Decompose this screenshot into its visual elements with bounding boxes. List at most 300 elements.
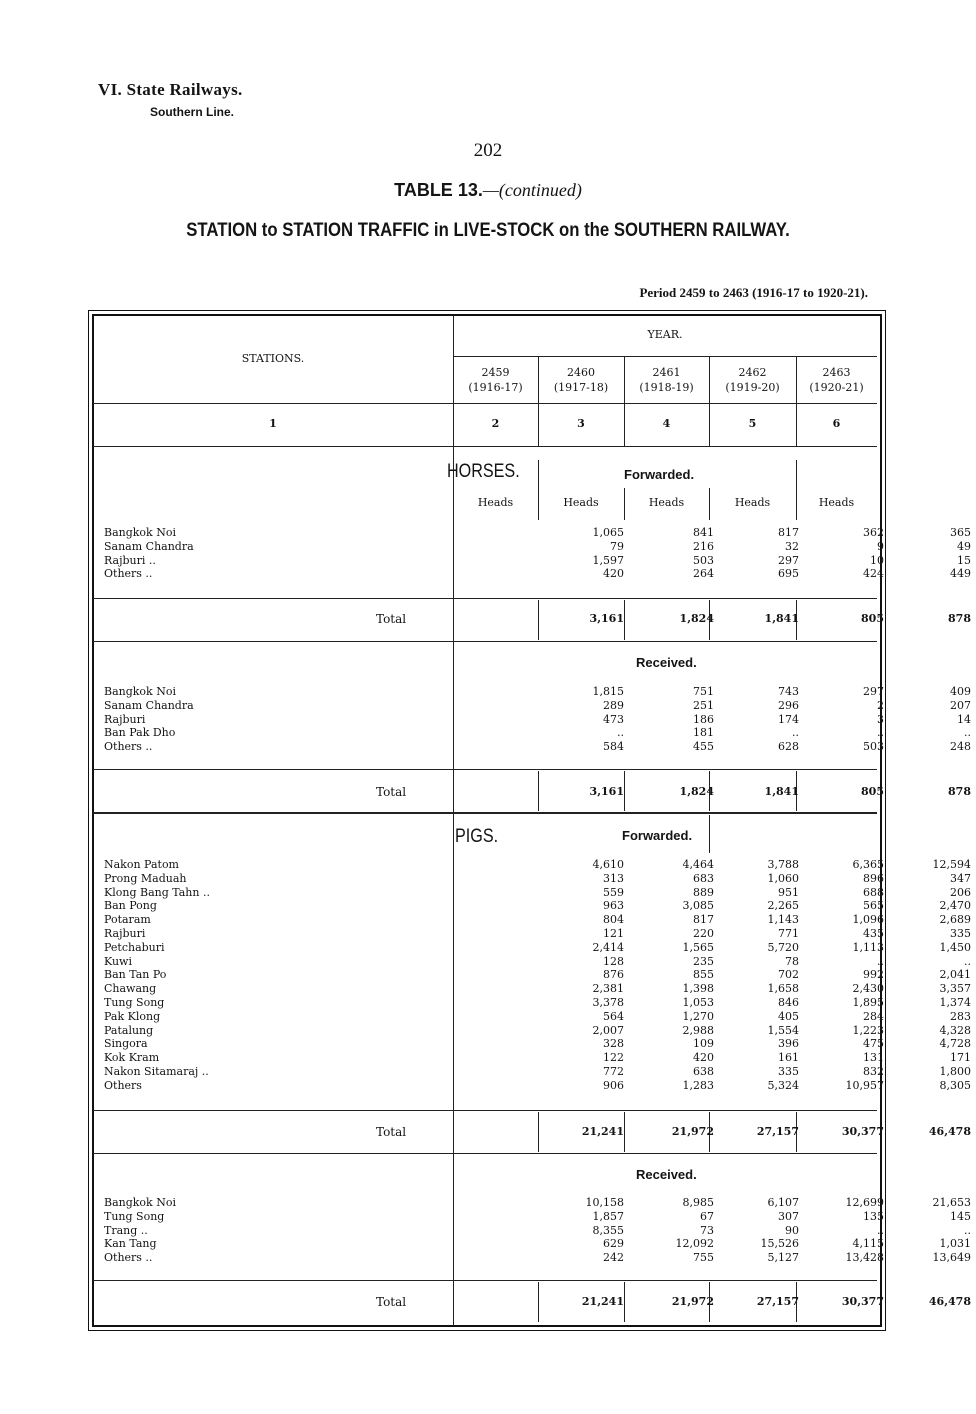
table-row <box>104 726 971 740</box>
value-cell: 362 <box>863 526 884 539</box>
table-row <box>104 1196 971 1210</box>
value-cell: 424 <box>863 567 884 581</box>
value-cell: .. <box>792 726 799 740</box>
total-value: 1,841 <box>764 785 799 798</box>
page-number: 202 <box>473 140 503 161</box>
table-row <box>104 913 971 927</box>
value-cell: 121 <box>603 927 624 940</box>
year-header: YEAR. <box>647 328 683 341</box>
value-cell: 638 <box>693 1065 714 1078</box>
value-cell: 284 <box>863 1009 884 1023</box>
units-label: Heads <box>477 496 514 509</box>
table-row <box>104 968 971 982</box>
station-name: Patalung <box>104 1023 154 1037</box>
station-name: Prong Maduah <box>104 871 187 885</box>
station-name: Ban Tan Po <box>104 968 167 982</box>
value-cell: 702 <box>778 968 799 982</box>
year-be: 2459 <box>481 366 510 379</box>
total-value: 46,478 <box>928 1295 971 1308</box>
station-name: Others .. <box>104 1251 153 1265</box>
station-name: Sanam Chandra <box>104 698 194 712</box>
value-cell: 49 <box>957 539 971 553</box>
header-divider <box>93 446 877 447</box>
year-2461 <box>624 365 709 395</box>
value-cell: 804 <box>603 913 624 927</box>
section-divider <box>93 812 877 814</box>
value-cell: 264 <box>693 567 714 581</box>
units-label: Heads <box>734 496 771 509</box>
total-value: 3,161 <box>589 785 624 798</box>
value-cell: 4,610 <box>592 858 624 871</box>
value-cell: 15 <box>957 553 971 567</box>
station-name: Sanam Chandra <box>104 539 194 553</box>
value-cell: 628 <box>778 740 799 754</box>
period-label: Period 2459 to 2463 (1916-17 to 1920-21). <box>639 285 868 300</box>
value-cell: 2,470 <box>939 899 971 913</box>
value-cell: 855 <box>693 968 714 982</box>
total-label: Total <box>376 612 407 626</box>
value-cell: 4,728 <box>939 1037 971 1051</box>
table-continued-label: —(continued) <box>482 180 582 200</box>
section-divider <box>93 769 877 770</box>
value-cell: 181 <box>693 726 714 740</box>
table-row <box>104 858 971 872</box>
total-value: 46,478 <box>928 1125 971 1138</box>
year-2462 <box>709 365 796 395</box>
station-name: Kan Tang <box>104 1237 157 1251</box>
table-row <box>104 954 971 969</box>
table-row <box>104 526 971 540</box>
column-divider <box>538 460 539 520</box>
value-cell: 2,414 <box>592 940 624 954</box>
column-divider <box>796 460 797 520</box>
value-cell: 328 <box>603 1037 624 1051</box>
value-cell: 6,107 <box>767 1196 799 1209</box>
value-cell: 235 <box>693 954 714 968</box>
value-cell: 8,305 <box>939 1078 971 1092</box>
table-row <box>104 1023 971 1038</box>
value-cell: 992 <box>863 968 884 982</box>
value-cell: 12,092 <box>675 1237 714 1251</box>
column-number: 2 <box>491 417 500 430</box>
value-cell: 2,689 <box>939 913 971 927</box>
value-cell: 10 <box>870 553 884 567</box>
value-cell: 12,699 <box>845 1196 884 1209</box>
value-cell: .. <box>964 726 971 740</box>
total-row <box>104 784 971 800</box>
value-cell: 475 <box>863 1037 884 1051</box>
header-divider <box>93 403 877 404</box>
pigs-forwarded-label: Forwarded. <box>622 828 693 843</box>
total-label: Total <box>376 785 407 799</box>
value-cell: 771 <box>778 927 799 940</box>
station-name: Others .. <box>104 567 153 581</box>
section-heading: VI. State Railways. <box>98 80 243 99</box>
value-cell: 743 <box>778 685 799 698</box>
section-divider <box>93 1280 877 1281</box>
section-divider <box>93 641 877 642</box>
value-cell: 161 <box>778 1051 799 1065</box>
value-cell: 1,554 <box>767 1023 799 1037</box>
value-cell: 559 <box>603 885 624 899</box>
value-cell: 564 <box>603 1009 624 1023</box>
value-cell: 449 <box>950 567 971 581</box>
value-cell: 5,720 <box>767 940 799 954</box>
value-cell: 6,365 <box>852 858 884 871</box>
table-title: STATION to STATION TRAFFIC in LIVE-STOCK on the SOUTHERN RAILWAY. <box>186 220 790 241</box>
total-value: 1,824 <box>679 785 714 798</box>
year-be: 2460 <box>567 366 595 379</box>
value-cell: 688 <box>863 885 884 899</box>
value-cell: 2,265 <box>767 899 799 913</box>
year-ad: (1918-19) <box>639 381 694 394</box>
total-row <box>104 1124 971 1140</box>
table-row <box>104 1009 971 1024</box>
value-cell: 122 <box>603 1051 624 1065</box>
value-cell: 13,428 <box>845 1251 884 1265</box>
line-subheading: Southern Line. <box>150 105 234 119</box>
value-cell: 1,450 <box>939 940 971 954</box>
value-cell: 503 <box>863 740 884 754</box>
value-cell: 1,113 <box>852 940 884 954</box>
value-cell: 832 <box>863 1065 884 1078</box>
year-be: 2463 <box>822 366 851 379</box>
station-name: Ban Pak Dho <box>104 726 176 740</box>
value-cell: 2 <box>877 698 884 712</box>
value-cell: 347 <box>950 871 971 885</box>
value-cell: 248 <box>950 740 971 754</box>
table-row <box>104 1209 971 1224</box>
total-value: 21,972 <box>671 1295 714 1308</box>
value-cell: .. <box>964 1223 971 1237</box>
column-number: 1 <box>269 417 277 430</box>
value-cell: 4,115 <box>852 1237 884 1251</box>
value-cell: 876 <box>603 968 624 982</box>
value-cell: 14 <box>957 712 971 726</box>
total-value: 21,241 <box>581 1125 624 1138</box>
value-cell: 473 <box>603 712 624 726</box>
total-label: Total <box>376 1125 407 1139</box>
total-value: 3,161 <box>589 612 624 625</box>
value-cell: 313 <box>603 871 624 885</box>
total-value: 878 <box>948 612 971 625</box>
table-row <box>104 940 971 955</box>
value-cell: 207 <box>950 698 971 712</box>
value-cell: 307 <box>778 1209 799 1223</box>
column-number: 4 <box>662 417 671 430</box>
pigs-received-label: Received. <box>636 1167 697 1182</box>
value-cell: 3,788 <box>767 858 799 871</box>
table-row <box>104 698 971 713</box>
table-row <box>104 685 971 699</box>
value-cell: 1,597 <box>592 553 624 567</box>
value-cell: 131 <box>863 1051 884 1065</box>
table-row <box>104 1051 971 1065</box>
section-divider <box>93 1110 877 1111</box>
value-cell: 67 <box>700 1209 714 1223</box>
value-cell: 289 <box>603 698 624 712</box>
value-cell: 135 <box>863 1209 884 1223</box>
station-name: Trang .. <box>104 1223 148 1237</box>
value-cell: 1,060 <box>767 871 799 885</box>
value-cell: 5,127 <box>767 1251 799 1265</box>
value-cell: .. <box>877 726 884 740</box>
table-number <box>0 180 976 201</box>
value-cell: 13,649 <box>932 1251 971 1265</box>
value-cell: .. <box>964 954 971 968</box>
value-cell: 8,985 <box>682 1196 714 1209</box>
value-cell: .. <box>877 1223 884 1237</box>
year-ad: (1916-17) <box>468 381 523 394</box>
value-cell: 409 <box>950 685 971 698</box>
station-name: Petchaburi <box>104 940 165 954</box>
table-row <box>104 927 971 941</box>
value-cell: 12,594 <box>932 858 971 871</box>
value-cell: 503 <box>693 553 714 567</box>
table-row <box>104 871 971 886</box>
station-name: Tung Song <box>104 1209 165 1223</box>
value-cell: 435 <box>863 927 884 940</box>
value-cell: 1,815 <box>592 685 624 698</box>
value-cell: 296 <box>778 698 799 712</box>
value-cell: 220 <box>693 927 714 940</box>
value-cell: 128 <box>603 954 624 968</box>
total-value: 805 <box>861 785 884 798</box>
station-name: Others <box>104 1078 142 1092</box>
value-cell: 629 <box>603 1237 624 1251</box>
value-cell: 186 <box>693 712 714 726</box>
value-cell: .. <box>877 954 884 968</box>
horses-forwarded-label: Forwarded. <box>624 467 695 482</box>
column-divider <box>709 815 710 853</box>
value-cell: 951 <box>778 885 799 899</box>
column-number: 6 <box>832 417 841 430</box>
station-name: Kuwi <box>104 954 132 968</box>
column-number: 5 <box>748 417 757 430</box>
total-row <box>104 1294 971 1310</box>
value-cell: 3,085 <box>682 899 714 913</box>
value-cell: 817 <box>693 913 714 927</box>
total-label: Total <box>376 1295 407 1309</box>
value-cell: 8,355 <box>592 1223 624 1237</box>
value-cell: 405 <box>778 1009 799 1023</box>
value-cell: 695 <box>778 567 799 581</box>
value-cell: 1,283 <box>682 1078 714 1092</box>
table-row <box>104 1237 971 1251</box>
value-cell: 1,031 <box>939 1237 971 1251</box>
value-cell: 1,143 <box>767 913 799 927</box>
value-cell: 420 <box>603 567 624 581</box>
value-cell: 109 <box>693 1037 714 1051</box>
value-cell: 817 <box>778 526 799 539</box>
units-label: Heads <box>818 496 855 509</box>
station-name: Bangkok Noi <box>104 685 176 698</box>
table-number-label: TABLE 13. <box>394 180 483 200</box>
value-cell: 906 <box>603 1078 624 1092</box>
value-cell: 896 <box>863 871 884 885</box>
table-row <box>104 539 971 554</box>
total-value: 27,157 <box>756 1125 799 1138</box>
value-cell: 2,007 <box>592 1023 624 1037</box>
value-cell: 1,374 <box>939 996 971 1009</box>
value-cell: 297 <box>863 685 884 698</box>
value-cell: 1,857 <box>592 1209 624 1223</box>
station-name: Rajburi .. <box>104 553 156 567</box>
table-row <box>104 553 971 568</box>
table-row <box>104 996 971 1010</box>
header-divider <box>453 356 877 357</box>
total-value: 30,377 <box>841 1125 884 1138</box>
value-cell: 174 <box>778 712 799 726</box>
station-name: Kok Kram <box>104 1051 160 1065</box>
value-cell: 396 <box>778 1037 799 1051</box>
year-be: 2461 <box>652 366 681 379</box>
table-row <box>104 982 971 996</box>
column-divider <box>709 488 710 520</box>
units-label: Heads <box>563 496 599 509</box>
station-name: Klong Bang Tahn .. <box>104 885 210 899</box>
table-row <box>104 899 971 913</box>
value-cell: 4,328 <box>939 1023 971 1037</box>
value-cell: 79 <box>610 539 624 553</box>
value-cell: 1,800 <box>939 1065 971 1078</box>
value-cell: 3 <box>877 712 884 726</box>
value-cell: 73 <box>700 1223 714 1237</box>
station-name: Singora <box>104 1037 148 1051</box>
year-ad: (1919-20) <box>725 381 780 394</box>
value-cell: 251 <box>693 698 714 712</box>
table-row <box>104 712 971 727</box>
value-cell: 1,895 <box>852 996 884 1009</box>
value-cell: 1,096 <box>852 913 884 927</box>
pigs-section-title: PIGS. <box>455 826 499 847</box>
value-cell: 1,398 <box>682 982 714 996</box>
total-value: 1,824 <box>679 612 714 625</box>
station-name: Rajburi <box>104 712 146 726</box>
section-divider <box>93 598 877 599</box>
section-divider <box>93 1153 877 1154</box>
value-cell: 2,988 <box>682 1023 714 1037</box>
total-value: 27,157 <box>756 1295 799 1308</box>
station-name: Rajburi <box>104 927 146 940</box>
column-number: 3 <box>577 417 585 430</box>
value-cell: 1,065 <box>592 526 624 539</box>
station-name: Ban Pong <box>104 899 157 913</box>
station-name: Others .. <box>104 740 153 754</box>
value-cell: 9 <box>877 539 884 553</box>
value-cell: 145 <box>950 1209 971 1223</box>
value-cell: 297 <box>778 553 799 567</box>
value-cell: 455 <box>693 740 714 754</box>
value-cell: 206 <box>950 885 971 899</box>
year-2463 <box>796 365 877 395</box>
value-cell: 32 <box>785 539 799 553</box>
value-cell: 21,653 <box>932 1196 971 1209</box>
value-cell: 5,324 <box>767 1078 799 1092</box>
table-row <box>104 740 971 754</box>
value-cell: 335 <box>778 1065 799 1078</box>
value-cell: 171 <box>950 1051 971 1065</box>
table-row <box>104 567 971 581</box>
value-cell: 2,381 <box>592 982 624 996</box>
year-ad: (1917-18) <box>553 381 609 394</box>
year-2459 <box>453 365 538 395</box>
total-value: 878 <box>948 785 971 798</box>
year-be: 2462 <box>738 366 767 379</box>
value-cell: 365 <box>950 526 971 539</box>
value-cell: 1,270 <box>682 1009 714 1023</box>
station-name: Nakon Sitamaraj .. <box>104 1065 209 1078</box>
value-cell: 78 <box>785 954 799 968</box>
column-divider <box>624 488 625 520</box>
value-cell: 10,957 <box>845 1078 884 1092</box>
value-cell: 4,464 <box>682 858 714 871</box>
value-cell: 963 <box>603 899 624 913</box>
value-cell: 772 <box>603 1065 624 1078</box>
station-name: Pak Klong <box>104 1009 161 1023</box>
table-row <box>104 1037 971 1051</box>
value-cell: 90 <box>785 1223 799 1237</box>
value-cell: 889 <box>693 885 714 899</box>
station-name: Bangkok Noi <box>104 1196 176 1209</box>
value-cell: 2,430 <box>852 982 884 996</box>
value-cell: 420 <box>693 1051 714 1065</box>
table-row <box>104 1065 971 1079</box>
value-cell: 565 <box>863 899 884 913</box>
value-cell: 242 <box>603 1251 624 1265</box>
value-cell: 216 <box>693 539 714 553</box>
station-name: Chawang <box>104 982 157 996</box>
total-value: 30,377 <box>841 1295 884 1308</box>
units-label: Heads <box>648 496 685 509</box>
value-cell: 755 <box>693 1251 714 1265</box>
value-cell: 15,526 <box>760 1237 799 1251</box>
horses-section-title: HORSES. <box>447 461 520 482</box>
table-row <box>104 1223 971 1238</box>
year-ad: (1920-21) <box>809 381 864 394</box>
station-name: Bangkok Noi <box>104 526 176 539</box>
value-cell: 1,658 <box>767 982 799 996</box>
value-cell: 283 <box>950 1009 971 1023</box>
value-cell: 10,158 <box>585 1196 624 1209</box>
value-cell: 1,053 <box>682 996 714 1009</box>
value-cell: .. <box>617 726 624 740</box>
value-cell: 3,357 <box>939 982 971 996</box>
table-row <box>104 1251 971 1265</box>
value-cell: 751 <box>693 685 714 698</box>
value-cell: 584 <box>603 740 624 754</box>
value-cell: 2,041 <box>939 968 971 982</box>
value-cell: 1,565 <box>682 940 714 954</box>
total-value: 805 <box>861 612 884 625</box>
horses-received-label: Received. <box>636 655 697 670</box>
stations-header: STATIONS. <box>241 352 305 365</box>
value-cell: 3,378 <box>592 996 624 1009</box>
value-cell: 841 <box>693 526 714 539</box>
table-row <box>104 885 971 900</box>
total-value: 21,972 <box>671 1125 714 1138</box>
station-name: Tung Song <box>104 996 165 1009</box>
station-name: Potaram <box>104 913 151 927</box>
station-name: Nakon Patom <box>104 858 179 871</box>
value-cell: 1,223 <box>852 1023 884 1037</box>
total-row <box>104 611 971 627</box>
table-row <box>104 1078 971 1093</box>
value-cell: 335 <box>950 927 971 940</box>
value-cell: 683 <box>693 871 714 885</box>
year-2460 <box>538 365 624 395</box>
total-value: 1,841 <box>764 612 799 625</box>
